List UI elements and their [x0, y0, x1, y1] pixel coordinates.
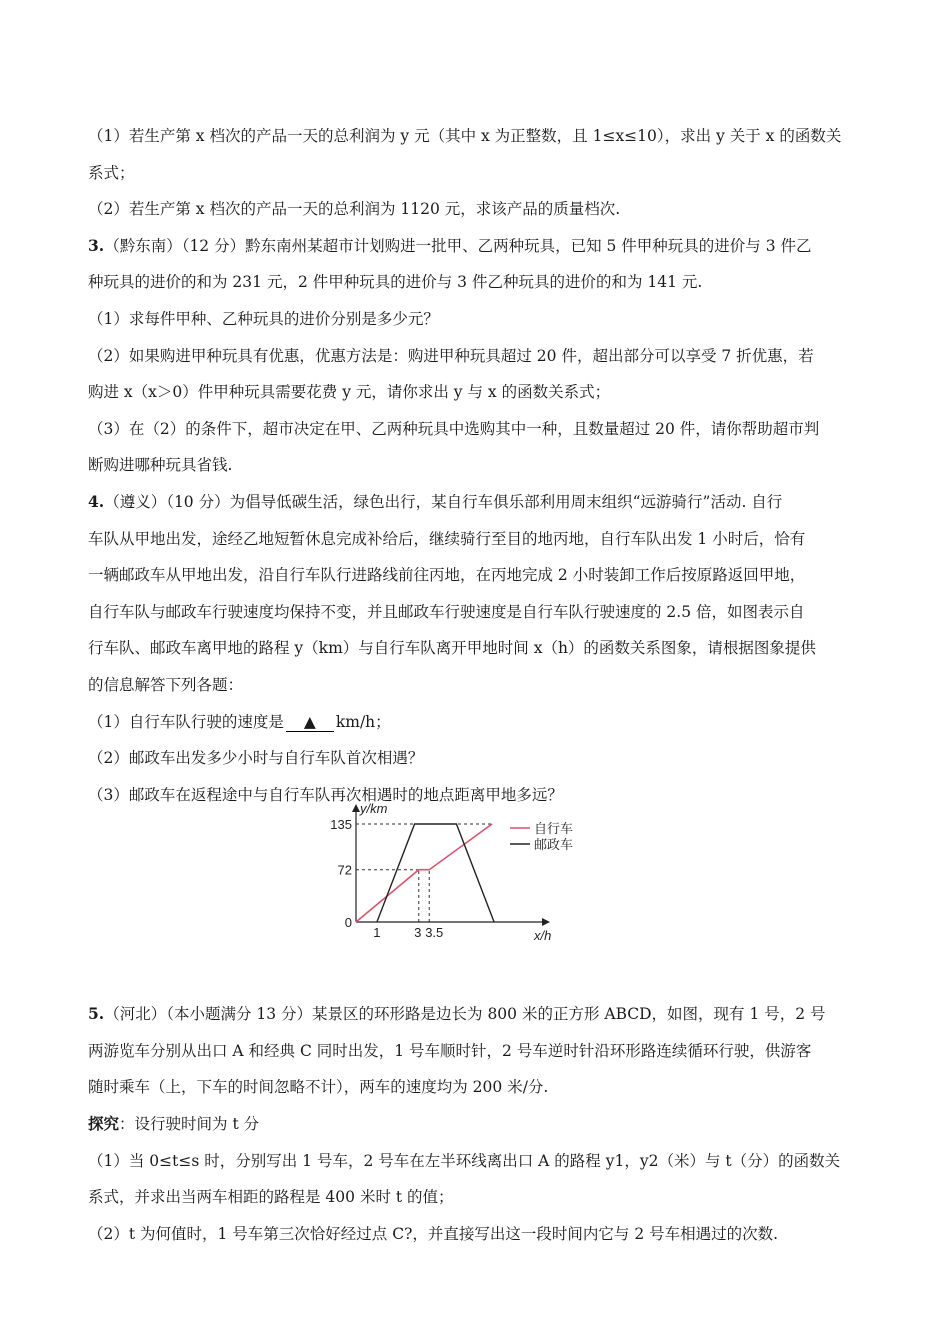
question-5-header: [88, 996, 868, 1033]
question-4-header: [88, 484, 868, 521]
series-line-postal-van: [377, 824, 494, 922]
text-line: 断购进哪种玩具省钱.: [88, 456, 233, 475]
y-axis-arrow: [352, 804, 360, 812]
text-line: 两游览车分别从出口 A 和经典 C 同时出发，1 号车顺时针，2 号车逆时针沿环形路连续循环行驶，供游客: [88, 1041, 812, 1060]
text-line: （黔东南）（12 分）黔东南州某超市计划购进一批甲、乙两种玩具，已知 5 件甲种玩具的进价与 3 件乙: [104, 236, 812, 255]
explore-line: [88, 1106, 868, 1143]
text-line: （遵义）（10 分）为倡导低碳生活，绿色出行，某自行车俱乐部利用周末组织“远游骑行”活动. 自行: [104, 492, 783, 511]
x-axis-label: x/h: [534, 928, 552, 943]
text-line: （河北）（本小题满分 13 分）某景区的环形路是边长为 800 米的正方形 ABCD，如图，现有 1 号，2 号: [104, 1005, 826, 1024]
x-axis-arrow: [542, 918, 550, 926]
text-line: 系式，并求出当两车相距的路程是 400 米时 t 的值；: [88, 1188, 454, 1207]
text-line: 购进 x（x＞0）件甲种玩具需要花费 y 元，请你求出 y 与 x 的函数关系式；: [88, 383, 611, 402]
chart-svg: [318, 802, 618, 952]
text-line: （3）邮政车在返程途中与自行车队再次相遇时的地点距离甲地多远？: [88, 785, 563, 804]
text-line: 行车队、邮政车离甲地的路程 y（km）与自行车队离开甲地时间 x（h）的函数关系图象，请根据图象提供: [88, 639, 816, 658]
text-line: （2）t 为何值时，1 号车第三次恰好经过点 C?，并直接写出这一段时间内它与 2 号车相遇过的次数.: [88, 1224, 779, 1243]
y-tick-label: 135: [330, 817, 352, 832]
text-line: （3）在（2）的条件下，超市决定在甲、乙两种玩具中选购其中一种，且数量超过 20 件，请你帮助超市判: [88, 419, 820, 438]
text-line: 随时乘车（上，下车的时间忽略不计），两车的速度均为 200 米/分.: [88, 1078, 549, 1097]
x-tick-label: 3.5: [425, 925, 444, 940]
series-line-bicycle: [356, 824, 492, 922]
x-tick-label: 3: [414, 925, 422, 940]
question-3-header: [88, 228, 868, 265]
legend-label: 邮政车: [534, 837, 574, 852]
text-line: （1）若生产第 x 档次的产品一天的总利润为 y 元（其中 x 为正整数，且 1≤x≤10），求出 y 关于 x 的函数关: [88, 127, 842, 145]
document-body: [88, 118, 868, 1252]
distance-time-chart: [318, 802, 618, 952]
x-tick-label: 1: [373, 925, 381, 940]
answer-blank: ▲: [286, 713, 334, 732]
text-fragment: ：设行驶时间为 t 分: [119, 1115, 260, 1134]
text-line: （2）若生产第 x 档次的产品一天的总利润为 1120 元，求该产品的质量档次.: [88, 200, 621, 219]
text-line: （2）如果购进甲种玩具有优惠，优惠方法是：购进甲种玩具超过 20 件，超出部分可以享受 7 折优惠，若: [88, 346, 814, 365]
text-line: （1）当 0≤t≤s 时，分别写出 1 号车，2 号车在左半环线离出口 A 的路程 y1，y2（米）与 t（分）的函数关: [88, 1151, 841, 1170]
text-line: 的信息解答下列各题：: [88, 675, 244, 694]
text-line: 一辆邮政车从甲地出发，沿自行车队行进路线前往丙地，在丙地完成 2 小时装卸工作后按原路返回甲地，: [88, 566, 806, 585]
text-line: 系式；: [88, 163, 135, 182]
text-line: （2）邮政车出发多少小时与自行车队首次相遇？: [88, 749, 424, 768]
text-line: （1）求每件甲种、乙种玩具的进价分别是多少元？: [88, 309, 439, 328]
fill-in-line: [88, 704, 868, 741]
y-tick-label: 72: [337, 862, 352, 878]
y-axis-label: y/km: [360, 802, 388, 816]
explore-label: 探究: [88, 1114, 120, 1134]
question-number: 4.: [88, 491, 105, 511]
question-number: 5.: [88, 1004, 105, 1024]
y-tick-label: 0: [344, 915, 352, 930]
legend-label: 自行车: [534, 821, 574, 836]
text-line: 车队从甲地出发，途经乙地短暂休息完成补给后，继续骑行至目的地丙地，自行车队出发 1 小时后，恰有: [88, 529, 806, 548]
text-line: 种玩具的进价的和为 231 元，2 件甲种玩具的进价与 3 件乙种玩具的进价的和为 141 元.: [88, 273, 703, 292]
text-fragment: （1）自行车队行驶的速度是: [88, 712, 284, 731]
text-line: 自行车队与邮政车行驶速度均保持不变，并且邮政车行驶速度是自行车队行驶速度的 2.5 倍，如图表示自: [88, 602, 805, 621]
question-number: 3.: [88, 235, 105, 255]
text-fragment: km/h；: [335, 712, 391, 731]
